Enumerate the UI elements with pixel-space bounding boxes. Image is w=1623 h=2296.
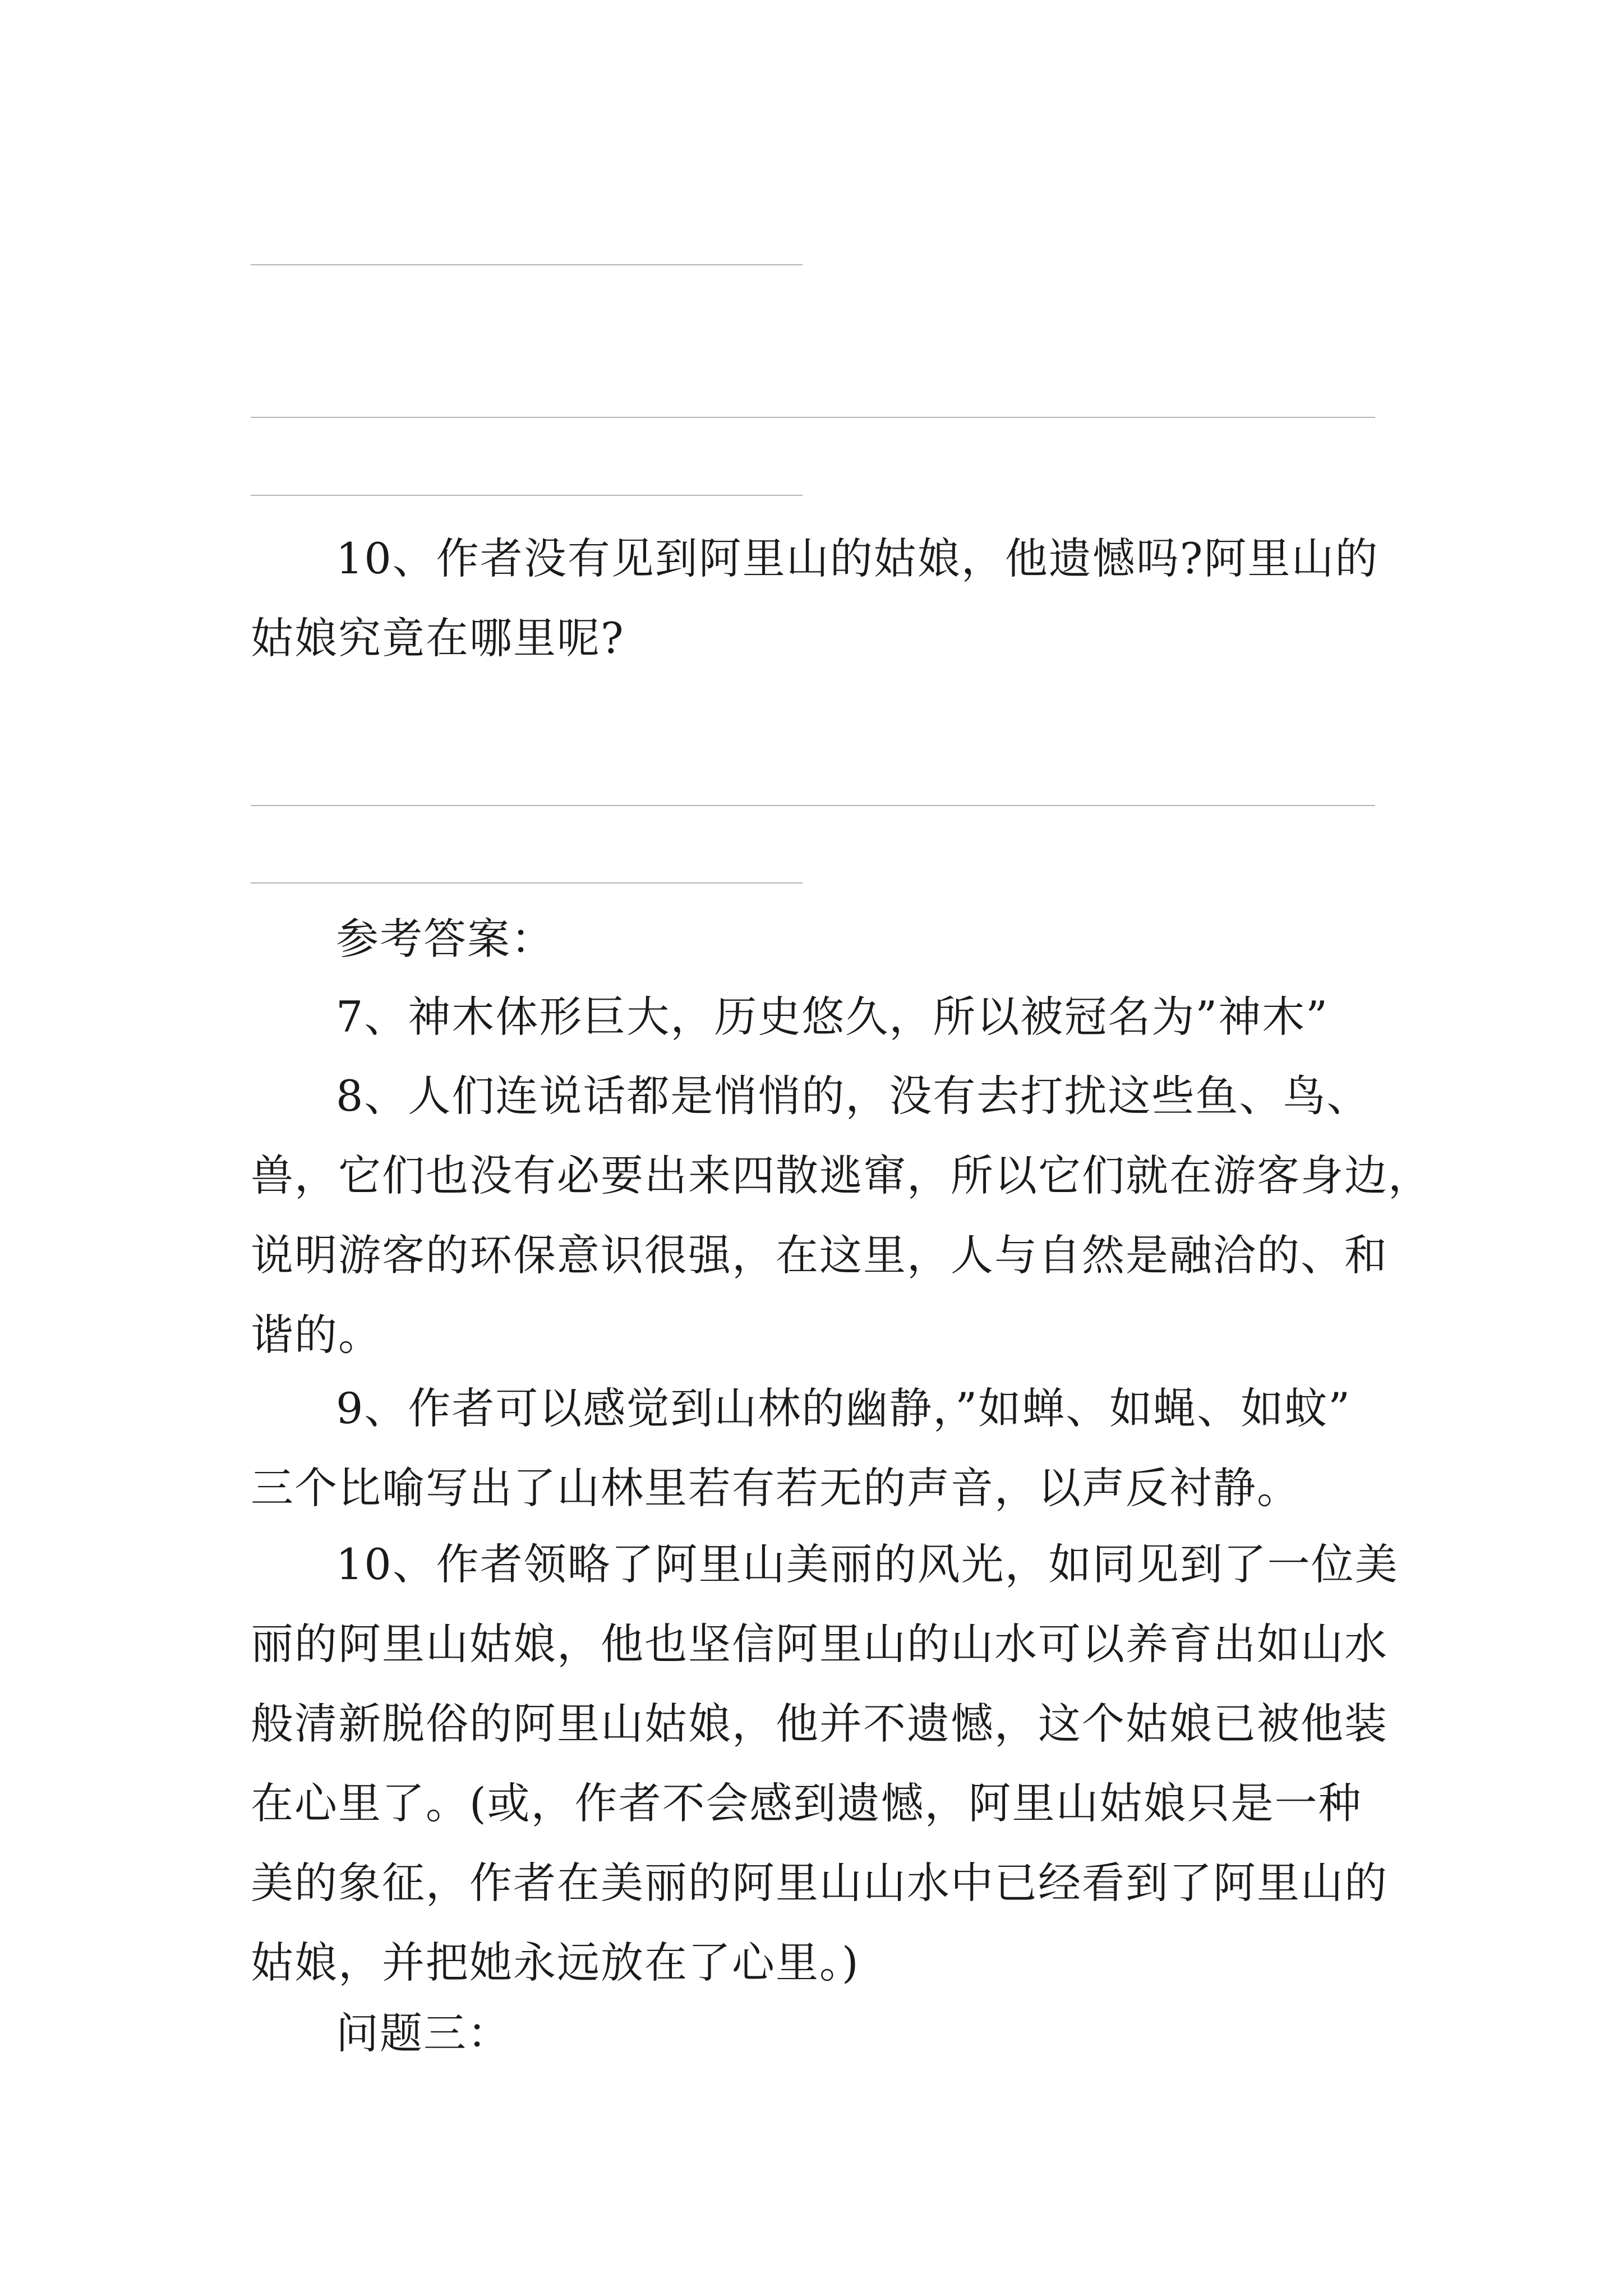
answer-8-line: 说明游客的环保意识很强，在这里，人与自然是融洽的、和 bbox=[251, 1230, 1388, 1280]
heading-text: 参考答案： bbox=[336, 914, 555, 964]
answer-10-line: 10、作者领略了阿里山美丽的风光，如同见到了一位美 bbox=[336, 1539, 1399, 1589]
answer-10-line: 在心里了。(或，作者不会感到遗憾，阿里山姑娘只是一种 bbox=[251, 1778, 1362, 1828]
answer-blank-line bbox=[251, 495, 803, 496]
answer-blank-line bbox=[251, 417, 1375, 418]
answer-10-line: 丽的阿里山姑娘，他也坚信阿里山的山水可以养育出如山水 bbox=[251, 1619, 1388, 1669]
answer-10-line: 美的象征，作者在美丽的阿里山山水中已经看到了阿里山的 bbox=[251, 1858, 1388, 1908]
answer-blank-line bbox=[251, 264, 803, 265]
answer-7-line: 7、神木体形巨大，历史悠久，所以被冠名为”神木” bbox=[336, 992, 1329, 1042]
answer-blank-line bbox=[251, 805, 1375, 806]
question-10-line: 姑娘究竟在哪里呢? bbox=[251, 613, 625, 663]
reference-answers-heading bbox=[251, 899, 1395, 979]
answer-9 bbox=[251, 1369, 1395, 1528]
answer-10-line: 姑娘，并把她永远放在了心里。) bbox=[251, 1938, 860, 1987]
answer-blank-line bbox=[251, 882, 803, 884]
answer-8-line: 兽，它们也没有必要出来四散逃窜，所以它们就在游客身边， bbox=[251, 1151, 1432, 1200]
section-heading-question-3 bbox=[251, 1994, 1395, 2073]
answer-10 bbox=[251, 1525, 1399, 2003]
answer-9-line: 9、作者可以感觉到山林的幽静，”如蝉、如蝇、如蚊” bbox=[336, 1383, 1352, 1433]
section-heading-text: 问题三： bbox=[336, 2008, 511, 2058]
question-10 bbox=[251, 519, 1395, 678]
question-10-line: 10、作者没有见到阿里山的姑娘，他遗憾吗?阿里山的 bbox=[336, 533, 1379, 583]
answer-8-line: 谐的。 bbox=[251, 1310, 382, 1360]
answer-9-line: 三个比喻写出了山林里若有若无的声音，以声反衬静。 bbox=[251, 1463, 1301, 1513]
answer-7 bbox=[251, 977, 1395, 1057]
answer-8-line: 8、人们连说话都是悄悄的，没有去打扰这些鱼、鸟、 bbox=[336, 1071, 1371, 1121]
answer-10-line: 般清新脱俗的阿里山姑娘，他并不遗憾，这个姑娘已被他装 bbox=[251, 1699, 1388, 1749]
answer-8 bbox=[251, 1056, 1432, 1375]
